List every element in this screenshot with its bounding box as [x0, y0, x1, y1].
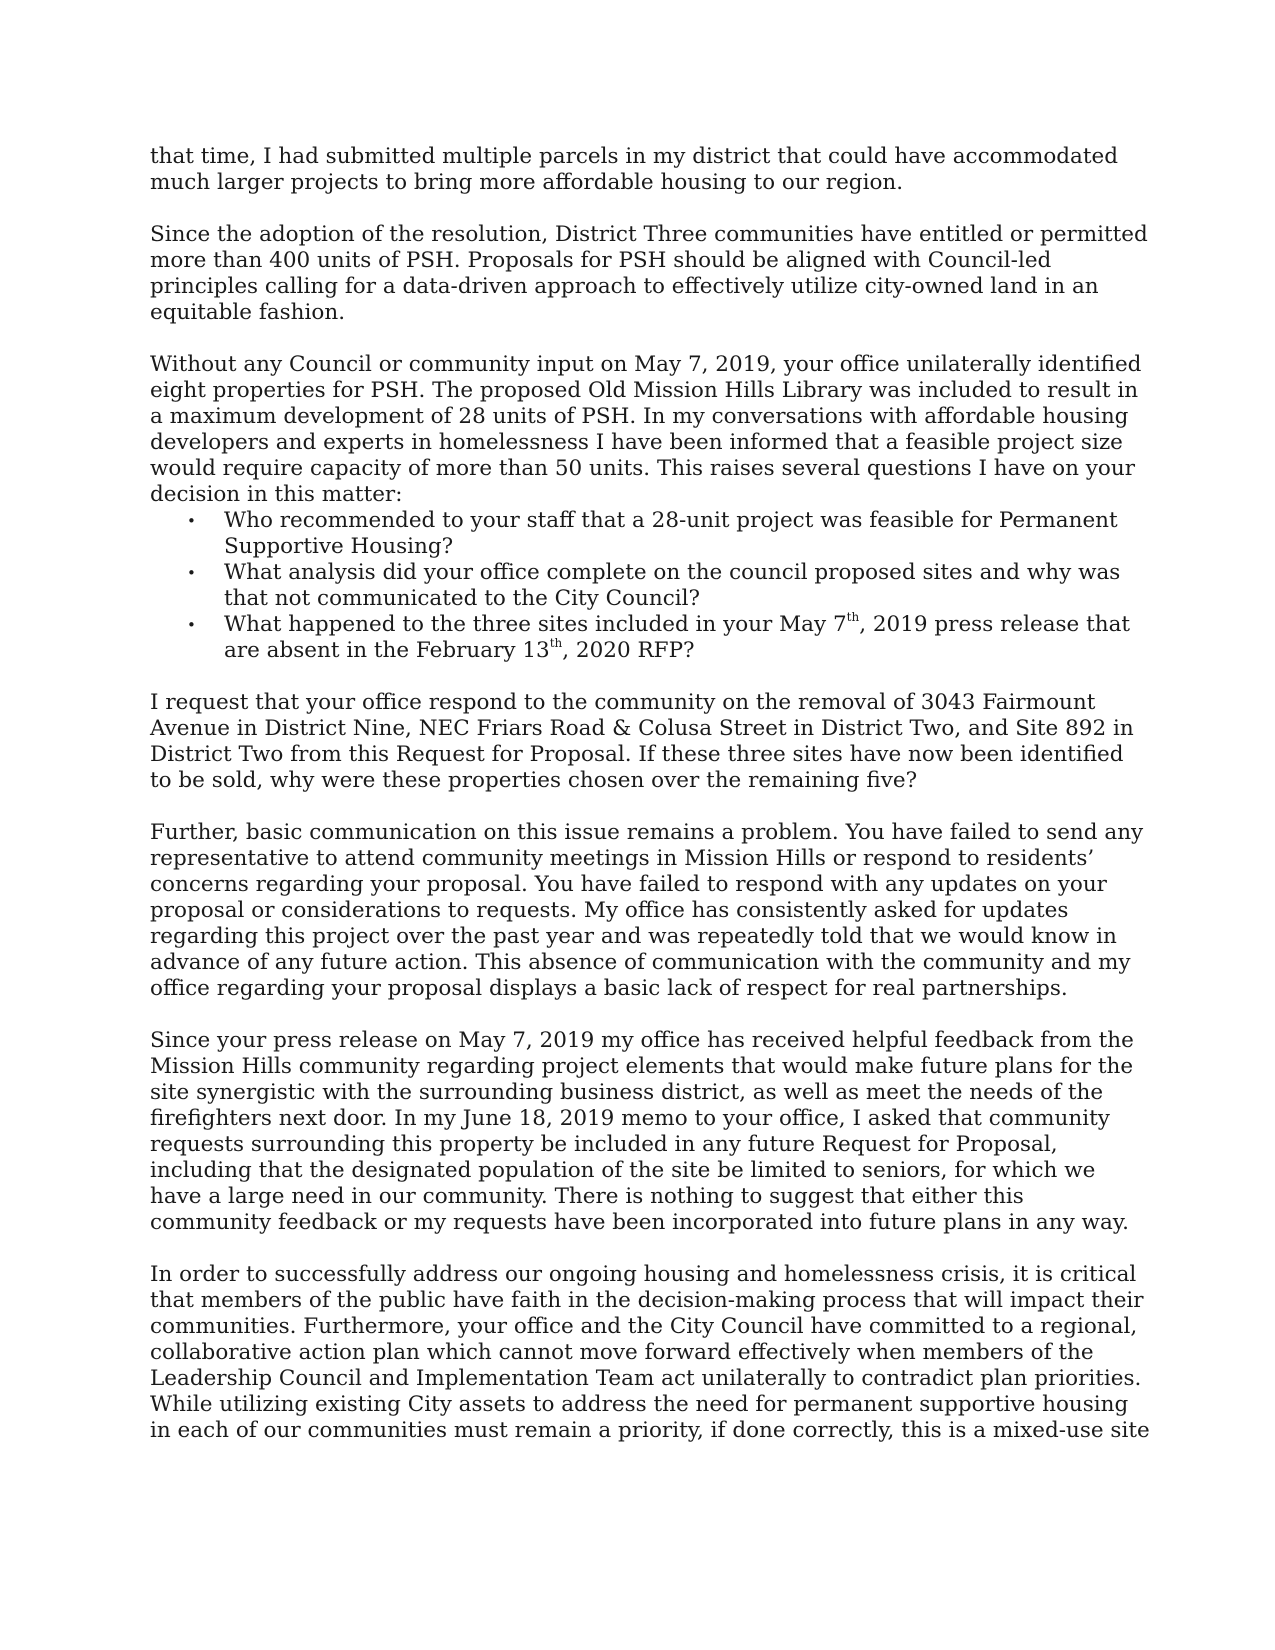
paragraph-decision-making: In order to successfully address our ongoing housing and homelessness crisis, it is critical that members of the public have faith in the decision-making process that will impact their communities. Furthermore, your office and the City Council have committed to a regional, collaborative action plan which cannot move forward effectively when members of the Leadership Council and Implementation Team act unilaterally to contradict plan priorities. While utilizing existing City assets to address the need for permanent supportive housing in each of our communities must remain a priority, if done correctly, this is a mixed-use site: [150, 1262, 1150, 1443]
letter-page: [150, 144, 1150, 1470]
question-feasibility: Who recommended to your staff that a 28-unit project was feasible for Permanent Supportive Housing?: [224, 508, 1118, 559]
bullet-icon: •: [187, 564, 196, 582]
question-analysis: What analysis did your office complete on the council proposed sites and why was that not communicated to the City Council?: [224, 560, 1121, 611]
list-item: [187, 609, 1150, 664]
paragraph-unilateral-identification: Without any Council or community input on May 7, 2019, your office unilaterally identified eight properties for PSH. The proposed Old Mission Hills Library was included to result in a maximum development of 28 units of PSH. In my conversations with affordable housing developers and experts in homelessness I have been informed that a feasible project size would require capacity of more than 50 units. This raises several questions I have on your decision in this matter:: [150, 352, 1142, 507]
list-item: [187, 508, 1150, 560]
paragraph-parcels: that time, I had submitted multiple parcels in my district that could have accommodated much larger projects to bring more affordable housing to our region.: [150, 144, 1118, 195]
bullet-icon: •: [187, 616, 196, 634]
paragraph-removal-request: I request that your office respond to the community on the removal of 3043 Fairmount Avenue in District Nine, NEC Friars Road & Colusa Street in District Two, and Site 892 in District Two from this Request for Proposal. If these three sites have now been identified to be sold, why were these properties chosen over the remaining five?: [150, 690, 1134, 793]
paragraph-community-feedback: Since your press release on May 7, 2019 my office has received helpful feedback from the Mission Hills community regarding project elements that would make future plans for the site synergistic with the surrounding business district, as well as meet the needs of the firefighters next door. In my June 18, 2019 memo to your office, I asked that community requests surrounding this property be included in any future Request for Proposal, including that the designated population of the site be limited to seniors, for which we have a large need in our community. There is nothing to suggest that either this community feedback or my requests have been incorporated into future plans in any way.: [150, 1028, 1134, 1235]
paragraph-communication: Further, basic communication on this issue remains a problem. You have failed to send any representative to attend community meetings in Mission Hills or respond to residents’ concerns regarding your proposal. You have failed to respond with any updates on your proposal or considerations to requests. My office has consistently asked for updates regarding this project over the past year and was repeatedly told that we would know in advance of any future action. This absence of communication with the community and my office regarding your proposal displays a basic lack of respect for real partnerships.: [150, 820, 1144, 1001]
paragraph-district-three-psh: Since the adoption of the resolution, District Three communities have entitled or permitted more than 400 units of PSH. Proposals for PSH should be aligned with Council-led principles calling for a data-driven approach to effectively utilize city-owned land in an equitable fashion.: [150, 222, 1148, 325]
question-removed-sites: What happened to the three sites included in your May 7th, 2019 press release that are absent in the February 13th, 2020 RFP?: [224, 609, 1131, 663]
bullet-icon: •: [187, 512, 196, 530]
questions-list: [150, 508, 1150, 664]
list-item: [187, 560, 1150, 612]
